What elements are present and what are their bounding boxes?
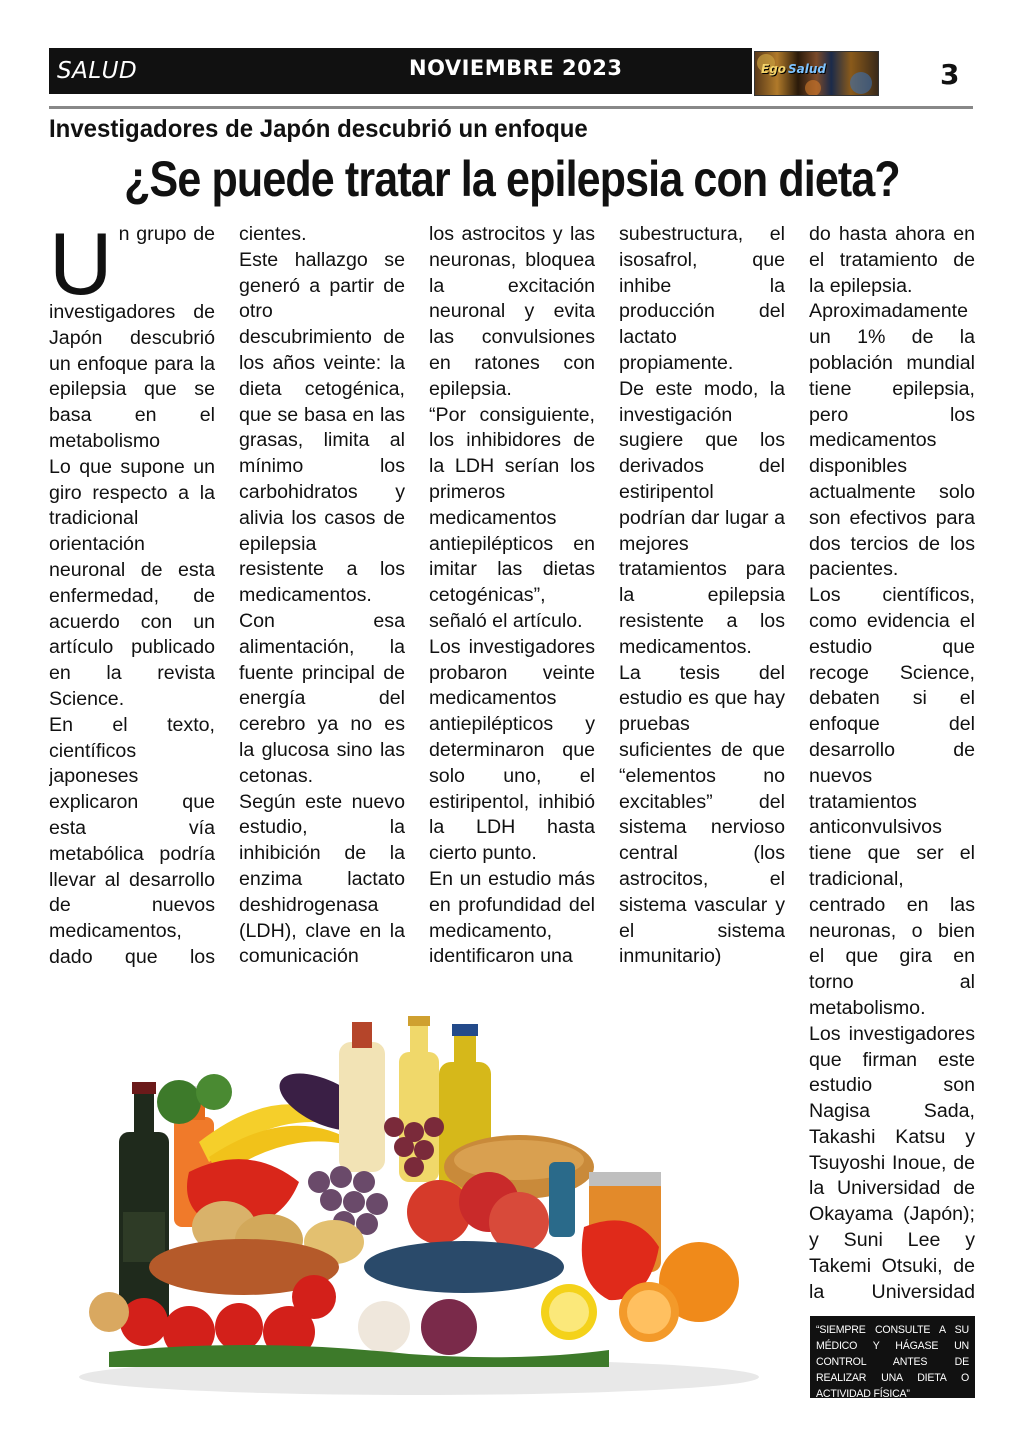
paragraph: n grupo de investigadores de Japón descubrió un enfoque para la epilepsia que se basa en el metabolismo — [49, 223, 215, 452]
article-column-4 — [619, 222, 785, 970]
paragraph: Aproximadamente un 1% de la población mundial tiene epilepsia, pero los medicamentos disponibles actualmente solo son efectivos para dos tercios de los pacientes. — [809, 300, 975, 581]
paragraph: De este modo, la investigación sugiere que los derivados del estiripentol podrían dar lugar a mejores tratamientos para la epilepsia resistente a los medicamentos. — [619, 377, 785, 658]
publication-logo — [754, 51, 879, 96]
food-illustration — [49, 982, 785, 1398]
paragraph: La tesis del estudio es que hay pruebas suficientes de que “elementos no excitables” del sistema nervioso central (los astrocitos, el sistema vascular y el sistema inmunitario) — [619, 661, 785, 968]
article-headline: ¿Se puede tratar la epilepsia con dieta? — [124, 151, 900, 207]
paragraph: Según este nuevo estudio, la inhibición de la enzima lactato deshidrogenasa (LDH), clave en la comunicación — [239, 790, 405, 968]
logo-text: Ego Salud — [761, 62, 827, 76]
paragraph: Los científicos, como evidencia el estudio que recoge Science, debaten si el enfoque del desarrollo de nuevos tratamientos anticonvulsivos tiene que ser el tradicional, centrado en las neuronas, o bien el que gira en torno al metabolismo. — [809, 584, 975, 1019]
article-column-1 — [49, 222, 215, 970]
health-notice: “SIEMPRE CONSULTE A SU MÉDICO Y HÁGASE UN CONTROL ANTES DE REALIZAR UNA DIETA O ACTIVIDAD FÍSICA” — [810, 1316, 975, 1398]
paragraph: En un estudio más en profundidad del medicamento, identificaron una — [429, 867, 595, 968]
paragraph: Lo que supone un giro respecto a la tradicional orientación neuronal de esta enfermedad, de acuerdo con un artículo publicado en la revista Science. — [49, 455, 215, 710]
article-column-5 — [809, 222, 975, 1307]
paragraph: “Por consiguiente, los inhibidores de la LDH serían los primeros medicamentos antiepilépticos en imitar las dietas cetogénicas”, señaló el artículo. — [429, 403, 595, 632]
food-photo — [49, 982, 785, 1398]
article-column-3 — [429, 222, 595, 970]
issue-date: NOVIEMBRE 2023 — [409, 56, 623, 80]
article-column-2 — [239, 222, 405, 970]
paragraph: Este hallazgo se generó a partir de otro descubrimiento de los años veinte: la dieta cetogénica, que se basa en las grasas, limita al mínimo los carbohidratos y alivia los casos de epilepsia resistente a los medicamentos. Con esa alimentación, la fuente principal de energía del cerebro ya no es la glucosa sino las cetonas. — [239, 248, 405, 787]
paragraph: Los investigadores que firman este estudio son Nagisa Sada, Takashi Katsu y Tsuyoshi Inoue, de la Universidad de Okayama (Japón); y Suni Lee y Takemi Otsuki, de la Universidad — [809, 1022, 975, 1303]
paragraph: los astrocitos y las neuronas, bloquea la excitación neuronal y evita las convulsiones en ratones con epilepsia. — [429, 223, 595, 400]
section-label: SALUD — [57, 58, 138, 84]
paragraph: subestructura, el isosafrol, que inhibe la producción del lactato propiamente. — [619, 223, 785, 374]
page-number: 3 — [940, 58, 960, 91]
paragraph: En el texto, científicos japoneses explicaron que esta vía metabólica podría llevar al desarrollo de nuevos medicamentos, dado que los — [49, 713, 215, 968]
drop-cap: U — [49, 222, 113, 313]
paragraph: do hasta ahora en el tratamiento de la epilepsia. — [809, 223, 975, 297]
paragraph: cientes. — [239, 223, 307, 245]
paragraph: Los investigadores probaron veinte medicamentos antiepilépticos y determinaron que solo uno, el estiripentol, inhibió la LDH hasta cierto punto. — [429, 635, 595, 865]
article-subtitle: Investigadores de Japón descubrió un enfoque — [49, 115, 588, 143]
header-rule — [49, 106, 973, 109]
header-bar — [49, 48, 752, 94]
